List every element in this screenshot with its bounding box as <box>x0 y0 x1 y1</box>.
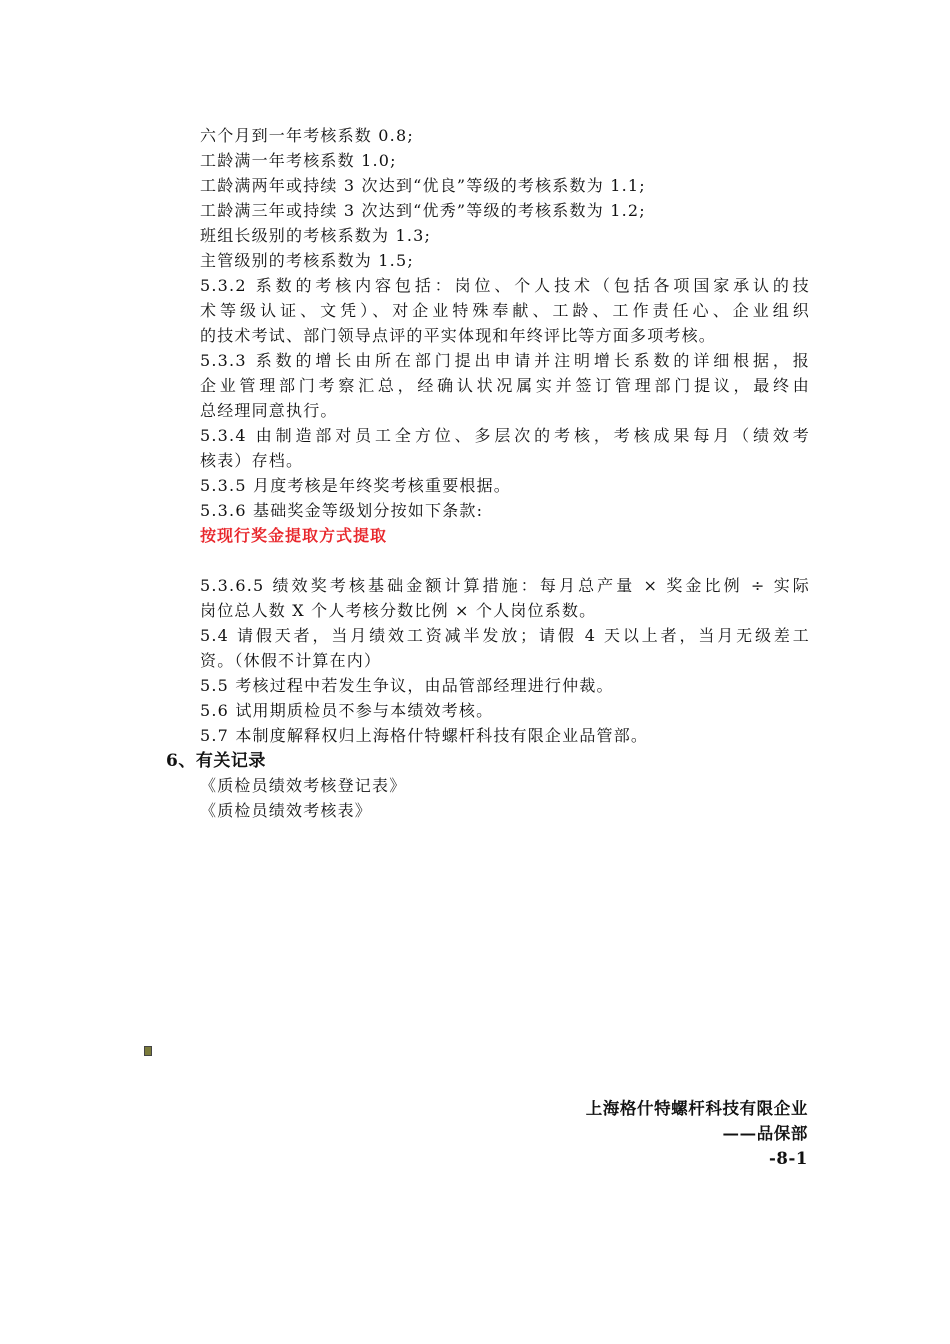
page-number: -8-1 <box>768 1149 808 1168</box>
body-line: 班组长级别的考核系数为 1.3; <box>200 226 432 245</box>
body-line: 工龄满一年考核系数 1.0; <box>200 151 397 170</box>
body-line: 的技术考试、部门领导点评的平实体现和年终评比等方面多项考核。 <box>200 326 717 345</box>
body-line: 资。（休假不计算在内） <box>200 651 382 670</box>
small-marker-icon <box>144 1046 152 1056</box>
section-heading: 6、有关记录 <box>166 751 266 771</box>
record-item: 《质检员绩效考核登记表》 <box>200 776 407 795</box>
body-line: 5.3.3 系数的增长由所在部门提出申请并注明增长系数的详细根据，报 <box>200 351 810 370</box>
body-line: 5.5 考核过程中若发生争议，由品管部经理进行仲裁。 <box>200 676 614 695</box>
body-line: 5.3.2 系数的考核内容包括：岗位、个人技术（包括各项国家承认的技 <box>200 276 810 295</box>
footer-company: 上海格什特螺杆科技有限企业 <box>585 1099 808 1118</box>
body-line: 工龄满两年或持续 3 次达到“优良”等级的考核系数为 1.1; <box>200 176 646 195</box>
body-line: 六个月到一年考核系数 0.8; <box>200 126 414 145</box>
body-line: 5.7 本制度解释权归上海格什特螺杆科技有限企业品管部。 <box>200 726 649 745</box>
body-line: 5.4 请假天者，当月绩效工资减半发放；请假 4 天以上者，当月无级差工 <box>200 626 810 645</box>
body-line: 5.6 试用期质检员不参与本绩效考核。 <box>200 701 494 720</box>
body-line: 岗位总人数 X 个人考核分数比例 × 个人岗位系数。 <box>200 601 597 620</box>
highlighted-note: 按现行奖金提取方式提取 <box>200 526 388 545</box>
body-line: 企业管理部门考察汇总，经确认状况属实并签订管理部门提议，最终由 <box>200 376 810 395</box>
record-item: 《质检员绩效考核表》 <box>200 801 373 820</box>
footer-dept: ——品保部 <box>722 1124 808 1143</box>
body-line: 核表）存档。 <box>200 451 304 470</box>
body-line: 总经理同意执行。 <box>200 401 338 420</box>
body-line: 术等级认证、文凭）、对企业特殊奉献、工龄、工作责任心、企业组织 <box>200 301 810 320</box>
body-line: 5.3.6.5 绩效奖考核基础金额计算措施：每月总产量 × 奖金比例 ÷ 实际 <box>200 576 810 595</box>
body-line: 工龄满三年或持续 3 次达到“优秀”等级的考核系数为 1.2; <box>200 201 646 220</box>
body-line: 5.3.6 基础奖金等级划分按如下条款: <box>200 501 484 520</box>
body-line: 5.3.4 由制造部对员工全方位、多层次的考核，考核成果每月（绩效考 <box>200 426 810 445</box>
body-line: 5.3.5 月度考核是年终奖考核重要根据。 <box>200 476 511 495</box>
body-line: 主管级别的考核系数为 1.5; <box>200 251 414 270</box>
